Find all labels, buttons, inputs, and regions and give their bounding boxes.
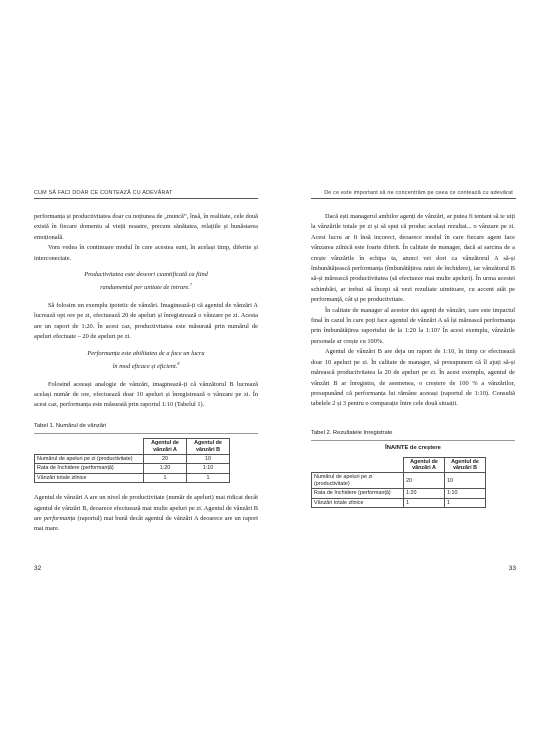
sales-table-2 — [311, 457, 486, 508]
table-cell: 1:20 — [404, 489, 445, 498]
para5-end: (raportul) mai bună decât agentul de vânzări A deoarece are un raport mai mare. — [34, 514, 258, 533]
left-header-rule — [34, 198, 258, 199]
table-row — [312, 489, 486, 498]
quote2-line1: Performanța este abilitatea de a face un lucru — [87, 349, 205, 357]
table1-caption: Tabel 1. Numărul de vânzări — [34, 421, 258, 434]
table-cell: 1 — [445, 498, 486, 507]
table2-caption: Tabel 2. Rezultatele înregistrate — [311, 428, 515, 441]
para5-start: Agentul de vânzări A are un nivel de productivitate (număr de apeluri) mai ridicat decât agentul de vânzări B, deoarece efectuează mai multe apeluri pe zi. Agentul de vânzări B are — [34, 494, 258, 522]
right-paragraph-3: Agentul de vânzări B are deja un raport de 1:10, în timp ce efectuează doar 10 apeluri pe zi. În calitate de manager, să presupunem că îl ajuți să-și mărească productivitatea la 20 de apeluri pe zi. În acest exemplu, agentul de vânzări B ar înregistra, de asemenea, o creștere de 100 % a vânzărilor, presupunând că performanța lui rămâne aceeași (raportul de 1:10). Consultă tabelele 2 și 3 pentru o comparație între cele două situații. — [311, 348, 515, 408]
table-row — [35, 464, 230, 473]
left-paragraph-5 — [34, 493, 258, 535]
table-row — [312, 498, 486, 507]
right-running-head: De ce este important să ne concentrăm pe ceea ce contează cu adevărat — [324, 190, 513, 196]
quote2-line2: în mod eficace și eficient. — [112, 363, 178, 371]
sales-table-1 — [34, 438, 230, 483]
table-cell: 20 — [144, 454, 187, 463]
left-paragraph-3: Să folosim un exemplu ipotetic de vânzări. Imaginează-ți că agentul de vânzări A lucrează opt ore pe zi, efectuează 20 de apeluri și înregistrează o vânzare pe zi. Acesta are un raport de 1:20. În acest caz, productivitatea este măsurată prin numărul de apeluri efectuate – 20 de apeluri pe zi. — [34, 301, 258, 341]
para5-emphasis: performanța — [43, 514, 76, 522]
right-page — [275, 0, 550, 750]
table-cell: 1 — [187, 473, 230, 482]
quote1-line2: randamentul per unitate de intrare. — [100, 284, 190, 292]
table1-col-b-header: Agentul de vânzări B — [187, 439, 230, 455]
table-corner-cell — [312, 457, 404, 473]
left-text-column — [34, 212, 258, 535]
left-paragraph-4: Folosind aceeași analogie de vânzări, imaginează-ți că vânzătorul B lucrează același număr de ore, efectuează doar 10 apeluri și înregistrează o vânzare pe zi. În acest caz, performanța este măsurată prin raportul 1:10 (Tabelul 1). — [34, 380, 258, 409]
table-cell: 1:10 — [445, 489, 486, 498]
table-cell: 1:10 — [187, 464, 230, 473]
table-header-row — [312, 457, 486, 473]
right-text-column — [311, 212, 515, 516]
performance-definition-quote — [46, 349, 246, 373]
table-cell: 10 — [445, 473, 486, 489]
left-running-head: CUM SĂ FACI DOAR CE CONTEAZĂ CU ADEVĂRAT — [34, 190, 173, 196]
table-row-label: Vânzări totale zilnice — [312, 498, 404, 507]
left-paragraph-2: Vom vedea în continuare modul în care acestea sunt, în același timp, diferite și interconectate. — [34, 244, 258, 262]
table1-col-a-header: Agentul de vânzări A — [144, 439, 187, 455]
spacer — [311, 410, 515, 414]
right-page-number: 33 — [508, 565, 516, 572]
table2-title: ÎNAINTE de creștere — [385, 445, 441, 452]
table-cell: 20 — [404, 473, 445, 489]
table-corner-cell — [35, 439, 144, 455]
right-paragraph-1: Dacă ești managerul ambilor agenți de vânzări, ar putea fi tentant să te uiți la vânzările totale pe zi și să spui că produc același rezultat... o vânzare pe zi. Acest lucru ar fi însă incorect, deoarece modul în care fiecare agent face vânzarea zilnică este foarte diferit. În calitate de manager, dacă ai sarcina de a crește vânzările în echipa ta, atunci vei dori ca vânzătorul A să-și îmbunătățească performanța (îmbunătățirea ratei de închidere), iar vânzătorul B să-și mărească productivitatea (să efectueze mai multe apeluri). În urma acestei schimbări, ar trebui să începi să vezi rezultate uimitoare, cu accent atât pe performanță, cât și pe productivitate. — [311, 213, 515, 304]
table-cell: 1 — [144, 473, 187, 482]
table2-col-a-header: Agentul de vânzări A — [404, 457, 445, 473]
table-cell: 1 — [404, 498, 445, 507]
footnote-ref-7: 7 — [189, 282, 192, 288]
table-cell: 10 — [187, 454, 230, 463]
table-row-label: Rata de închidere (performanță) — [35, 464, 144, 473]
table-row-label: Rata de închidere (performanță) — [312, 489, 404, 498]
table-row — [35, 473, 230, 482]
table-cell: 1:20 — [144, 464, 187, 473]
productivity-definition-quote — [46, 270, 246, 294]
table-row-label: Vânzări totale zilnice — [35, 473, 144, 482]
left-page-number: 32 — [34, 565, 42, 572]
left-paragraph-1: performanța și productivitatea doar cu noțiunea de „muncă”, însă, în realitate, cele două există în fiecare domeniu al vieții noastre, precum sănătatea, relațiile și bunăstarea emoțională. — [34, 213, 258, 241]
table-row-label: Numărul de apeluri pe zi (productivitate) — [35, 454, 144, 463]
table-row — [35, 454, 230, 463]
table-row — [312, 473, 486, 489]
quote1-line1: Productivitatea este deseori cuantificată ca fiind — [84, 271, 208, 279]
table-row-label: Numărul de apeluri pe zi (productivitate) — [312, 473, 404, 489]
right-header-rule — [311, 198, 516, 199]
right-paragraph-2: În calitate de manager al acestor doi agenți de vânzări, care este impactul final în cazul în care poți face agentul de vânzări A să își mărească performanța prin îmbunătățirea raportului de la 1:20 la 1:10? În acest exemplu, vânzările personale ar crește cu 100%. — [311, 306, 515, 345]
table-header-row — [35, 439, 230, 455]
footnote-ref-8: 8 — [177, 360, 180, 366]
table2-col-b-header: Agentul de vânzări B — [445, 457, 486, 473]
